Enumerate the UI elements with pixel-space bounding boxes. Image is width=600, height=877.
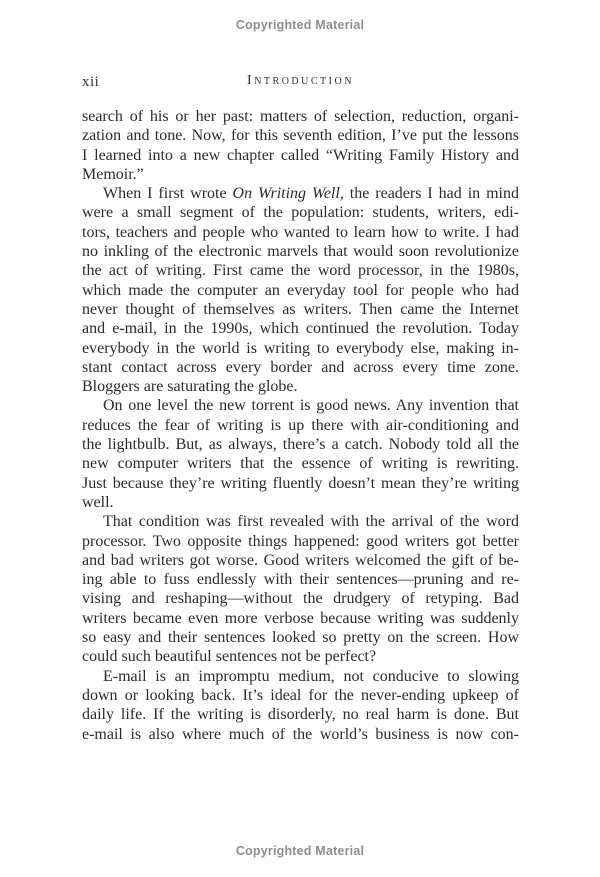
text-line <box>82 589 519 608</box>
text-line <box>82 474 519 493</box>
text-line <box>82 377 519 396</box>
page-number: xii <box>82 74 100 90</box>
text-segment: everybody in the world is writing to everybody else, making in- <box>82 339 519 357</box>
text-line <box>82 435 519 454</box>
copyright-notice-top: Copyrighted Material <box>235 18 365 32</box>
text-line <box>82 203 519 222</box>
text-line <box>82 667 519 686</box>
text-line <box>82 532 519 551</box>
text-segment: and e-mail, in the 1990s, which continued the revolution. Today <box>82 320 519 338</box>
text-segment: ing able to fuss endlessly with their sentences—pruning and re- <box>82 571 519 589</box>
text-line <box>82 146 519 165</box>
text-segment: daily life. If the writing is disorderly, no real harm is done. But <box>82 706 519 724</box>
text-line <box>82 493 519 512</box>
italic-book-title: On Writing Well, <box>232 185 344 203</box>
text-segment: processor. Two opposite things happened: good writers got better <box>82 532 519 550</box>
text-line <box>82 454 519 473</box>
text-segment: search of his or her past: matters of selection, reduction, organi- <box>82 108 519 125</box>
copyright-notice-bottom: Copyrighted Material <box>235 844 365 858</box>
text-segment: which made the computer an everyday tool for people who had <box>82 281 519 299</box>
text-line <box>82 261 519 280</box>
text-line <box>82 107 519 126</box>
text-segment: were a small segment of the population: students, writers, edi- <box>82 204 519 222</box>
text-segment: E-mail is an impromptu medium, not conducive to slowing <box>103 667 519 685</box>
text-line <box>82 396 519 415</box>
paragraph <box>82 107 519 184</box>
text-line <box>82 570 519 589</box>
text-line <box>82 512 519 531</box>
paragraph <box>82 512 519 666</box>
text-segment: On one level the new torrent is good news. Any invention that <box>103 397 519 415</box>
text-segment: That condition was first revealed with the arrival of the word <box>103 513 519 531</box>
text-line <box>82 184 519 203</box>
text-segment: and bad writers got worse. Good writers welcomed the gift of be- <box>82 551 519 569</box>
text-line <box>82 705 519 724</box>
text-segment: e-mail is also where much of the world’s business is now con- <box>82 725 519 743</box>
text-segment: the readers I had in mind <box>343 185 519 203</box>
text-line <box>82 725 519 744</box>
text-segment: When I first wrote <box>103 185 233 203</box>
text-segment: well. <box>82 493 114 511</box>
text-segment: reduces the fear of writing is up there with air-conditioning and <box>82 416 519 434</box>
text-segment: stant contact across every border and across every time zone. <box>82 358 519 376</box>
text-segment: new computer writers that the essence of writing is rewriting. <box>82 455 519 473</box>
text-segment: Memoir.” <box>82 165 144 183</box>
text-segment: tors, teachers and people who wanted to learn how to write. I had <box>82 223 519 241</box>
paragraph <box>82 184 519 396</box>
text-line <box>82 281 519 300</box>
text-line <box>82 165 519 184</box>
page-body <box>82 107 519 744</box>
text-segment: so easy and their sentences looked so pretty on the screen. How <box>82 629 519 647</box>
text-line <box>82 416 519 435</box>
text-segment: writers became even more verbose because writing was suddenly <box>82 609 519 627</box>
text-segment: vising and reshaping—without the drudgery of retyping. Bad <box>82 590 519 608</box>
text-line <box>82 339 519 358</box>
text-segment: could such beautiful sentences not be perfect? <box>82 648 377 666</box>
text-segment: never thought of themselves as writers. Then came the Internet <box>82 300 519 318</box>
text-segment: Bloggers are saturating the globe. <box>82 378 298 396</box>
paragraph <box>82 667 519 744</box>
text-segment: no inkling of the electronic marvels that would soon revolutionize <box>82 243 519 261</box>
text-line <box>82 319 519 338</box>
paragraph <box>82 396 519 512</box>
text-line <box>82 647 519 666</box>
running-title: Introduction <box>247 73 354 88</box>
text-line <box>82 223 519 242</box>
text-line <box>82 300 519 319</box>
running-header <box>82 73 519 91</box>
text-line <box>82 628 519 647</box>
text-line <box>82 551 519 570</box>
text-segment: zation and tone. Now, for this seventh edition, I’ve put the lessons <box>82 127 519 145</box>
text-segment: down or looking back. It’s ideal for the never-ending upkeep of <box>82 686 519 704</box>
text-line <box>82 126 519 145</box>
text-segment: Just because they’re writing fluently doesn’t mean they’re writing <box>82 474 519 492</box>
text-line <box>82 242 519 261</box>
text-segment: the lightbulb. But, as always, there’s a catch. Nobody told all the <box>82 436 519 454</box>
text-segment: the act of writing. First came the word processor, in the 1980s, <box>82 262 519 280</box>
text-line <box>82 609 519 628</box>
text-line <box>82 358 519 377</box>
text-line <box>82 686 519 705</box>
text-segment: I learned into a new chapter called “Writing Family History and <box>82 146 519 164</box>
